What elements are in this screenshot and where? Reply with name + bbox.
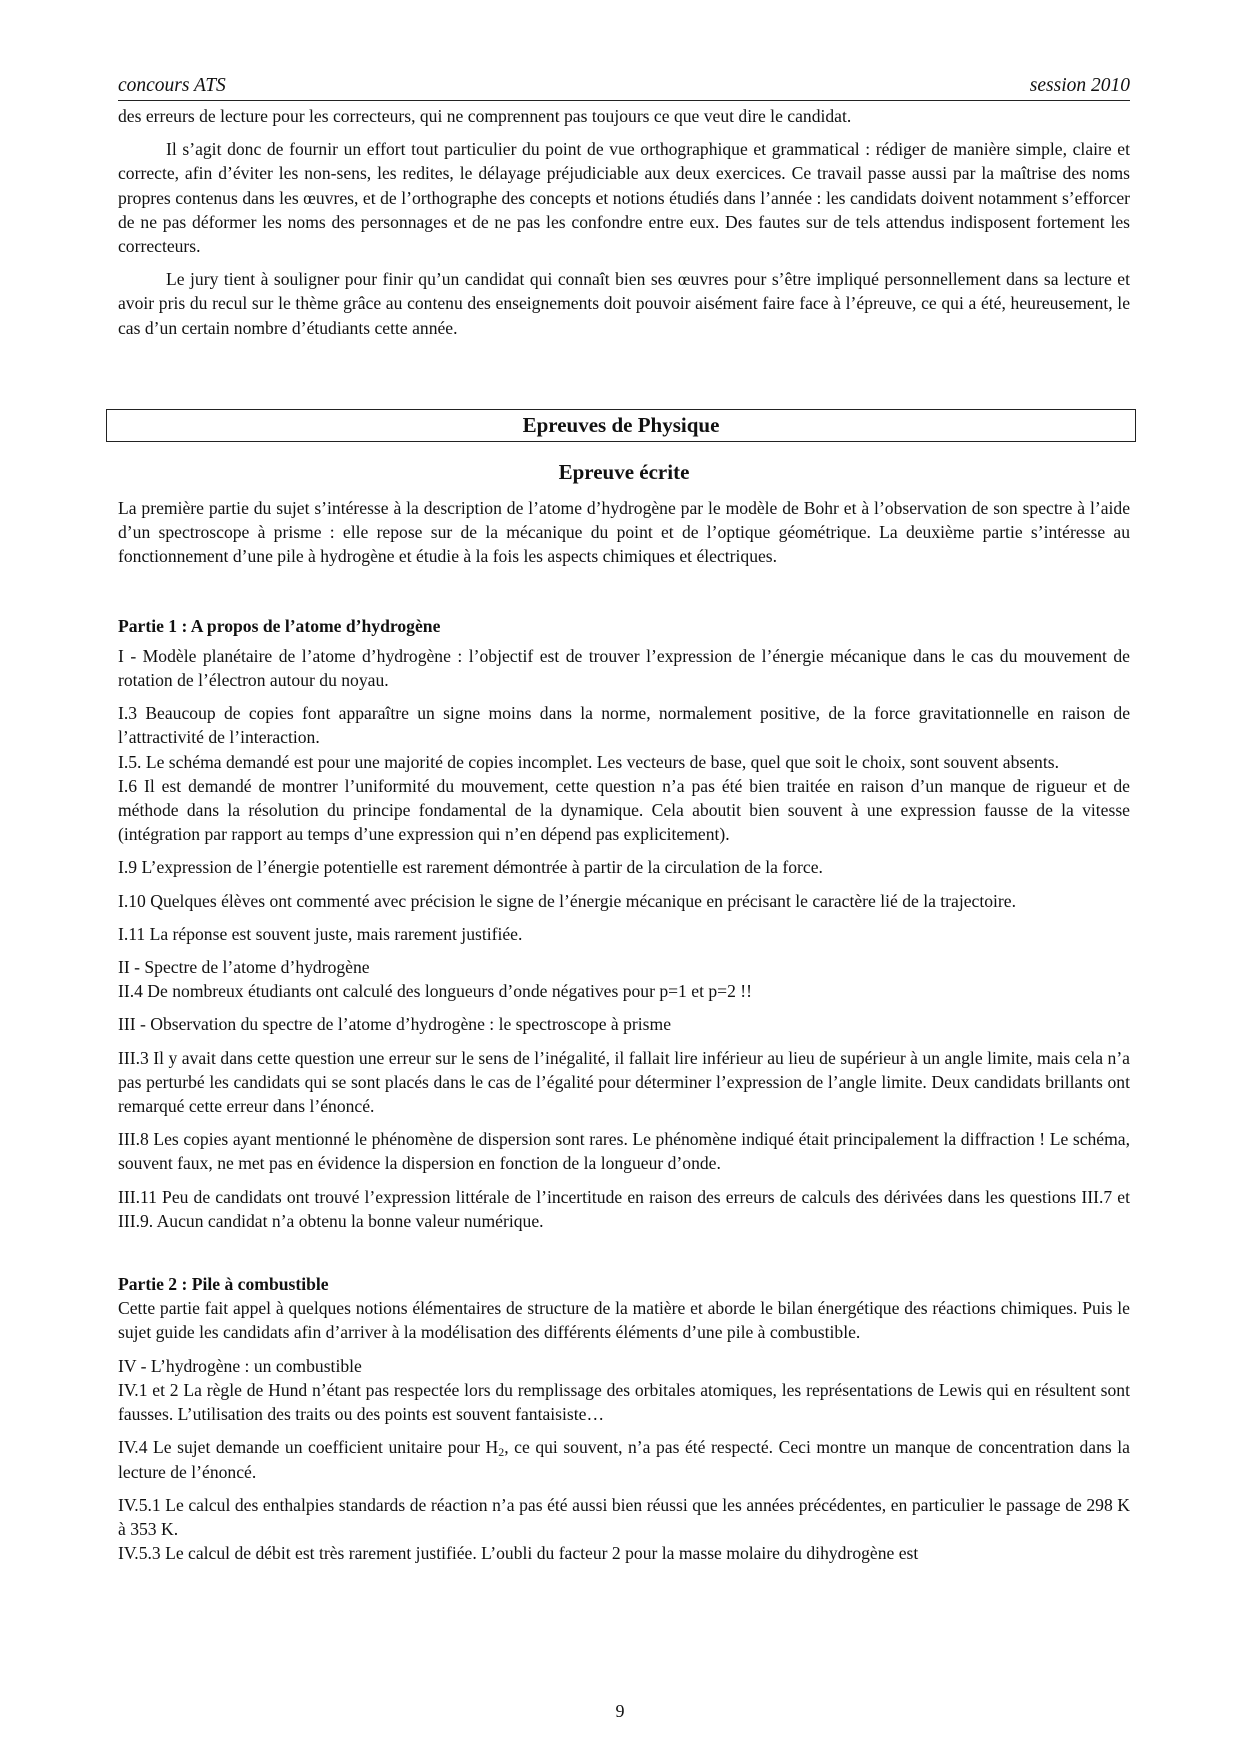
page-top xyxy=(118,74,1130,340)
overview-paragraph: La première partie du sujet s’intéresse à la description de l’atome d’hydrogène par le modèle de Bohr et à l’observation de son spectre à l’aide d’un spectroscope à prisme : elle repose sur de la mécanique du point et de l’optique géométrique. La deuxième partie s’intéresse au fonctionnement d’une pile à hydrogène et étudie à la fois les aspects chimiques et électriques. xyxy=(118,498,1130,567)
intro-paragraph-2: Il s’agit donc de fournir un effort tout particulier du point de vue orthographique et grammatical : rédiger de manière simple, claire et correcte, afin d’éviter les non-sens, les redites, le délayage préjudiciable aux deux exercices. Ce travail passe aussi par la maîtrise des noms propres contenus dans les œuvres, et de l’orthographe des concepts et notions étudiés dans l’année : les candidats doivent notamment s’efforcer de ne pas déformer les noms des personnages et de ne pas les confondre entre eux. Des fautes sur de tels attendus indisposent fortement les correcteurs. xyxy=(118,139,1130,257)
part2-question-IV53: IV.5.3 Le calcul de débit est très rarement justifiée. L’oubli du facteur 2 pour la masse molaire du dihydrogène est xyxy=(118,1543,919,1564)
part2-question-IV51: IV.5.1 Le calcul des enthalpies standards de réaction n’a pas été aussi bien réussi que les années précédentes, en particulier le passage de 298 K à 353 K. xyxy=(118,1494,1130,1539)
iv4-subscript: 2 xyxy=(498,1445,505,1460)
part2-heading: Partie 2 : Pile à combustible xyxy=(118,1274,329,1295)
header-right: session 2010 xyxy=(1029,75,1130,96)
part1-question-I11: I.11 La réponse est souvent juste, mais rarement justifiée. xyxy=(118,923,523,944)
intro-paragraph-3: Le jury tient à souligner pour finir qu’un candidat qui connaît bien ses œuvres pour s’être impliqué personnellement dans sa lecture et avoir pris du recul sur le thème grâce au contenu des enseignements doit pouvoir aisément faire face à l’épreuve, ce qui a été, heureusement, le cas d’un certain nombre d’étudiants cette année. xyxy=(118,269,1130,338)
part2-question-IV1-2: IV.1 et 2 La règle de Hund n’étant pas respectée lors du remplissage des orbitales atomiques, les représentations de Lewis qui en résultent sont fausses. L’utilisation des traits ou des points est souvent fantaisiste… xyxy=(118,1379,1130,1425)
physics-report-body xyxy=(118,496,1130,1565)
section-title-box xyxy=(106,409,1136,442)
header-left: concours ATS xyxy=(118,75,226,96)
part1-question-I6: I.6 Il est demandé de montrer l’uniformité du mouvement, cette question n’a pas été bien traitée en raison d’un manque de rigueur et de méthode dans la résolution du principe fondamental de la dynamique. Cela aboutit bien souvent à une expression fausse de la vitesse (intégration par rapport au temps d’une expression qui n’en dépend pas explicitement). xyxy=(118,775,1130,845)
iv4-text-end: , ce qui souvent, n’a pas été respecté. Ceci montre un manque de concentration dans la lecture de l’énoncé. xyxy=(118,1437,1130,1482)
intro-paragraph-1: des erreurs de lecture pour les correcteurs, qui ne comprennent pas toujours ce que veut dire le candidat. xyxy=(118,106,852,126)
part1-question-I10: I.10 Quelques élèves ont commenté avec précision le signe de l’énergie mécanique en précisant le caractère lié de la trajectoire. xyxy=(118,890,1016,911)
part2-section-IV: IV - L’hydrogène : un combustible xyxy=(118,1355,362,1376)
running-header xyxy=(118,74,1130,101)
part1-section-III: III - Observation du spectre de l’atome d’hydrogène : le spectroscope à prisme xyxy=(118,1014,672,1035)
part1-question-III11: III.11 Peu de candidats ont trouvé l’expression littérale de l’incertitude en raison des erreurs de calculs des dérivées dans les questions III.7 et III.9. Aucun candidat n’a obtenu la bonne valeur numérique. xyxy=(118,1186,1130,1231)
subsection-title: Epreuve écrite xyxy=(558,460,690,484)
part1-heading: Partie 1 : A propos de l’atome d’hydrogène xyxy=(118,615,441,636)
part1-question-II4: II.4 De nombreux étudiants ont calculé des longueurs d’onde négatives pour p=1 et p=2 !! xyxy=(118,981,752,1002)
part1-question-III8: III.8 Les copies ayant mentionné le phénomène de dispersion sont rares. Le phénomène indiqué était principalement la diffraction ! Le schéma, souvent faux, ne met pas en évidence la dispersion en fonction de la longueur d’onde. xyxy=(118,1129,1130,1174)
part1-question-I5: I.5. Le schéma demandé est pour une majorité de copies incomplet. Les vecteurs de base, quel que soit le choix, sont souvent absents. xyxy=(118,751,1059,772)
page-number: 9 xyxy=(615,1701,625,1721)
part2-intro: Cette partie fait appel à quelques notions élémentaires de structure de la matière et aborde le bilan énergétique des réactions chimiques. Puis le sujet guide les candidats afin d’arriver à la modélisation des différents éléments d’une pile à combustible. xyxy=(118,1298,1130,1343)
part1-question-I3: I.3 Beaucoup de copies font apparaître un signe moins dans la norme, normalement positive, de la force gravitationnelle en raison de l’attractivité de l’interaction. xyxy=(118,703,1130,748)
part1-section-I: I - Modèle planétaire de l’atome d’hydrogène : l’objectif est de trouver l’expression de l’énergie mécanique dans le cas du mouvement de rotation de l’électron autour du noyau. xyxy=(118,645,1130,691)
part2-question-IV4 xyxy=(118,1435,1130,1483)
part1-section-II: II - Spectre de l’atome d’hydrogène xyxy=(118,957,370,978)
section-title: Epreuves de Physique xyxy=(522,413,720,437)
part1-question-III3: III.3 Il y avait dans cette question une erreur sur le sens de l’inégalité, il fallait lire inférieur au lieu de supérieur à un angle limite, mais cela n’a pas perturbé les candidats qui se sont placés dans le cas de l’égalité pour déterminer l’expression de l’angle limite. Deux candidats brillants ont remarqué cette erreur dans l’énoncé. xyxy=(118,1047,1130,1117)
part1-question-I9: I.9 L’expression de l’énergie potentielle est rarement démontrée à partir de la circulation de la force. xyxy=(118,857,823,878)
iv4-text-start: IV.4 Le sujet demande un coefficient unitaire pour H xyxy=(118,1437,499,1458)
